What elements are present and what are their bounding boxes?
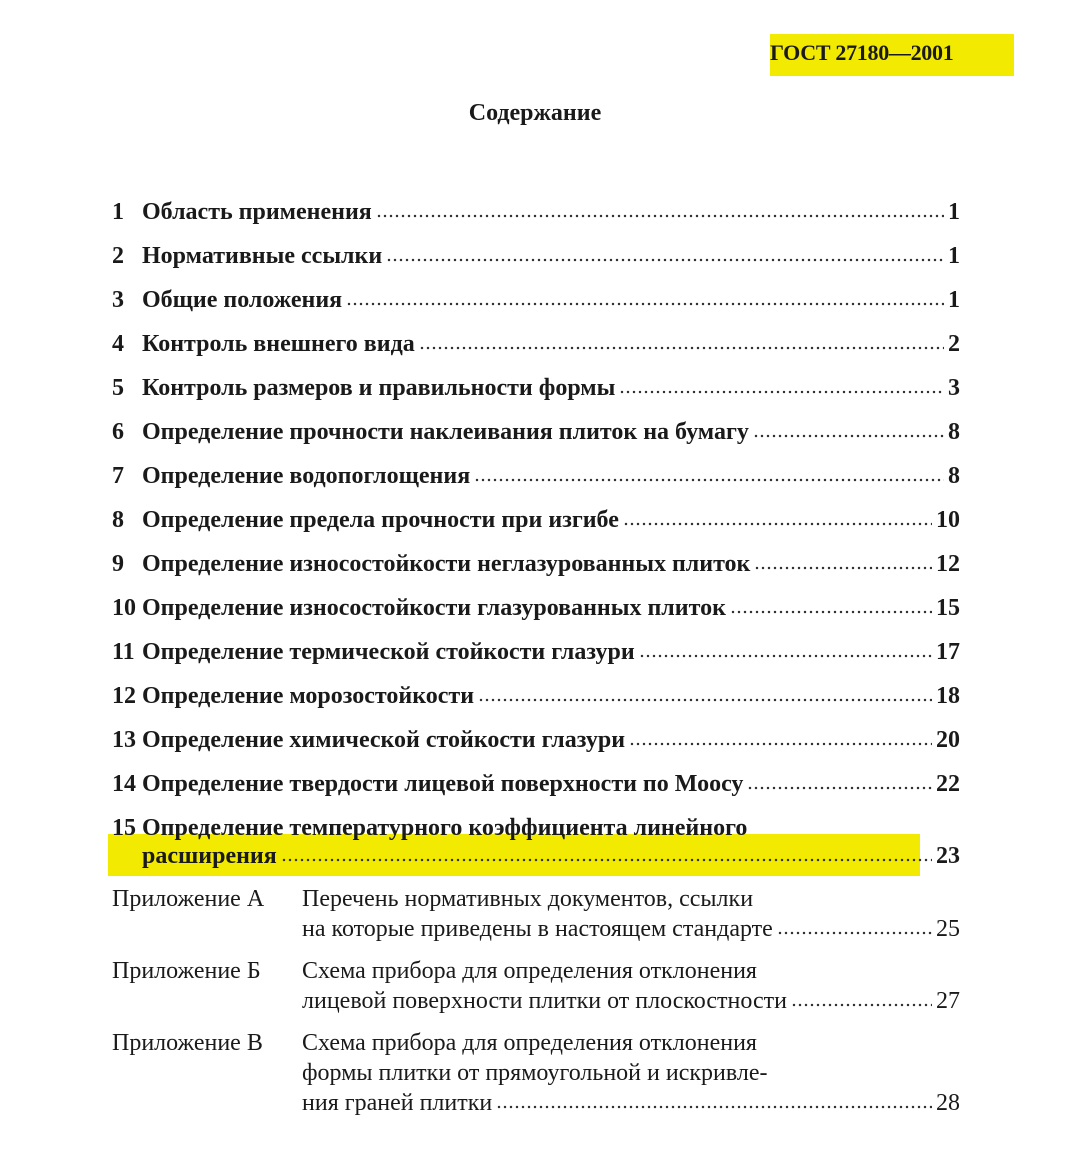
toc-page: 8 [948, 419, 960, 445]
dot-leader [346, 301, 944, 307]
toc-entry [112, 682, 960, 710]
toc-entry [112, 242, 960, 270]
page-title: Содержание [468, 100, 602, 126]
dot-leader [478, 697, 932, 703]
toc-title-line: расширения [142, 843, 277, 869]
toc-page: 23 [936, 843, 960, 869]
toc-page: 15 [936, 595, 960, 621]
dot-leader [639, 653, 932, 659]
dot-leader [747, 785, 932, 791]
toc-number: 4 [112, 331, 124, 357]
toc-page: 22 [936, 771, 960, 797]
appendix-entry [112, 1028, 960, 1118]
toc-entry [112, 814, 960, 870]
appendix-page: 28 [936, 1090, 960, 1116]
dot-leader [376, 213, 944, 219]
toc-title: Нормативные ссылки [142, 243, 383, 269]
appendix-title-line: формы плитки от прямоугольной и искривле- [302, 1060, 768, 1086]
table-of-contents [112, 198, 960, 1130]
toc-title: Контроль внешнего вида [142, 331, 415, 357]
dot-leader [629, 741, 932, 747]
toc-entry [112, 462, 960, 490]
toc-entry [112, 770, 960, 798]
toc-title: Общие положения [142, 287, 343, 313]
toc-number: 14 [112, 771, 136, 797]
toc-page: 8 [948, 463, 960, 489]
dot-leader [496, 1104, 932, 1110]
toc-entry [112, 506, 960, 534]
appendix-title-line: лицевой поверхности плитки от плоскостности [302, 988, 787, 1014]
toc-number: 3 [112, 287, 124, 313]
appendix-title-line: Перечень нормативных документов, ссылки [302, 886, 754, 912]
toc-page: 1 [948, 243, 960, 269]
toc-number: 8 [112, 507, 124, 533]
toc-number: 10 [112, 595, 136, 621]
toc-number: 6 [112, 419, 124, 445]
appendix-title-line: Схема прибора для определения отклонения [302, 1030, 757, 1056]
toc-title: Определение морозостойкости [142, 683, 475, 709]
toc-page: 3 [948, 375, 960, 401]
appendix-label: Приложение А [112, 886, 265, 912]
toc-number: 13 [112, 727, 136, 753]
toc-entry [112, 330, 960, 358]
dot-leader [753, 433, 944, 439]
toc-number: 1 [112, 199, 124, 225]
toc-number: 2 [112, 243, 124, 269]
toc-number: 15 [112, 815, 136, 841]
toc-entry [112, 418, 960, 446]
toc-entry [112, 594, 960, 622]
appendix-title-line: ния граней плитки [302, 1090, 493, 1116]
toc-title-line: Определение температурного коэффициента линейного [142, 815, 748, 841]
toc-number: 12 [112, 683, 136, 709]
dot-leader [623, 521, 932, 527]
toc-number: 5 [112, 375, 124, 401]
dot-leader [619, 389, 944, 395]
appendix-page: 25 [936, 916, 960, 942]
dot-leader [754, 565, 932, 571]
appendix-title-line: Схема прибора для определения отклонения [302, 958, 757, 984]
toc-entry [112, 638, 960, 666]
dot-leader [386, 257, 944, 263]
toc-page: 17 [936, 639, 960, 665]
toc-page: 2 [948, 331, 960, 357]
appendix-label: Приложение В [112, 1030, 263, 1056]
toc-number: 11 [112, 639, 135, 665]
toc-page: 20 [936, 727, 960, 753]
appendix-title-line: на которые приведены в настоящем стандарте [302, 916, 773, 942]
toc-page: 1 [948, 199, 960, 225]
toc-number: 9 [112, 551, 124, 577]
toc-page: 10 [936, 507, 960, 533]
dot-leader [791, 1002, 932, 1008]
toc-entry [112, 374, 960, 402]
toc-title: Определение износостойкости неглазурованных плиток [142, 551, 751, 577]
toc-title: Определение прочности наклеивания плиток на бумагу [142, 419, 749, 445]
appendix-entry [112, 884, 960, 944]
toc-number: 7 [112, 463, 124, 489]
toc-title: Определение износостойкости глазурованных плиток [142, 595, 726, 621]
toc-page: 1 [948, 287, 960, 313]
toc-title: Определение твердости лицевой поверхности по Моосу [142, 771, 744, 797]
dot-leader [281, 857, 932, 863]
appendix-label: Приложение Б [112, 958, 261, 984]
toc-entry [112, 726, 960, 754]
dot-leader [419, 345, 944, 351]
toc-entry [112, 550, 960, 578]
dot-leader [730, 609, 932, 615]
appendix-entry [112, 956, 960, 1016]
dot-leader [474, 477, 944, 483]
toc-title: Определение термической стойкости глазури [142, 639, 635, 665]
toc-title: Определение водопоглощения [142, 463, 471, 489]
appendix-page: 27 [936, 988, 960, 1014]
dot-leader [777, 930, 932, 936]
standard-code: ГОСТ 27180—2001 [770, 40, 954, 65]
toc-entry [112, 286, 960, 314]
toc-title: Контроль размеров и правильности формы [142, 375, 616, 401]
toc-title: Определение химической стойкости глазури [142, 727, 626, 753]
toc-entry [112, 198, 960, 226]
toc-page: 12 [936, 551, 960, 577]
toc-page: 18 [936, 683, 960, 709]
toc-title: Определение предела прочности при изгибе [142, 507, 619, 533]
toc-title: Область применения [142, 199, 372, 225]
